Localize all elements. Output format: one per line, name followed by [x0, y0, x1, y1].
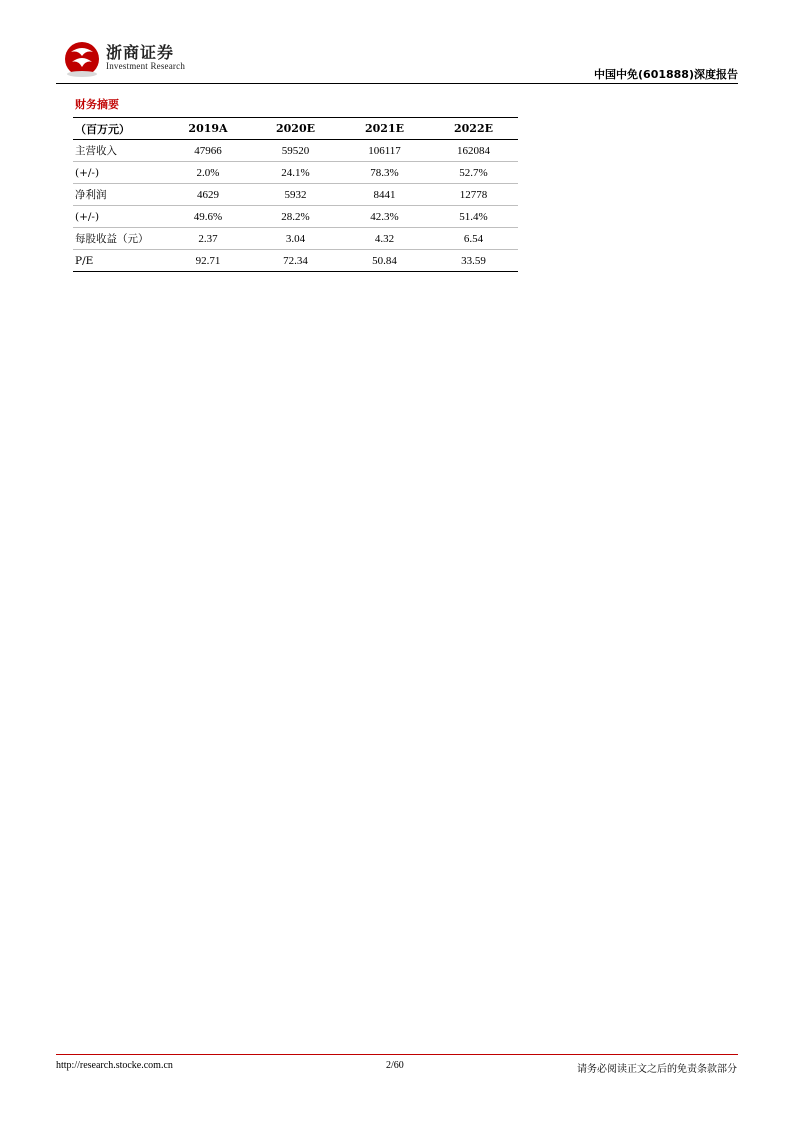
column-header-unit: （百万元） [73, 118, 165, 140]
table-cell: 28.2% [251, 206, 340, 228]
row-label: 净利润 [73, 184, 165, 206]
section-title: 财务摘要 [75, 98, 119, 111]
table-cell: 8441 [340, 184, 429, 206]
column-header-2020e: 2020E [251, 118, 340, 140]
row-label: 主营收入 [73, 140, 165, 162]
footer-disclaimer: 请务必阅读正文之后的免责条款部分 [577, 1064, 737, 1075]
table-row [73, 228, 518, 250]
table-cell: 2.37 [165, 228, 251, 250]
table-cell: 162084 [429, 140, 518, 162]
table-cell: 92.71 [165, 250, 251, 272]
financial-summary-table [73, 117, 518, 272]
footer-divider [56, 1054, 738, 1055]
row-label: 每股收益（元） [73, 228, 165, 250]
row-label: (+/-) [73, 206, 165, 228]
table-cell: 5932 [251, 184, 340, 206]
table-row [73, 206, 518, 228]
table-cell: 3.04 [251, 228, 340, 250]
page-header [56, 34, 738, 84]
table-cell: 52.7% [429, 162, 518, 184]
table-cell: 24.1% [251, 162, 340, 184]
footer-url-link[interactable]: http://research.stocke.com.cn [56, 1060, 173, 1071]
column-header-2019a: 2019A [165, 118, 251, 140]
table-cell: 49.6% [165, 206, 251, 228]
brand-name-en: Investment Research [106, 61, 186, 71]
brand-name-cn: 浙商证券 [106, 43, 175, 62]
table-cell: 72.34 [251, 250, 340, 272]
table-cell: 4629 [165, 184, 251, 206]
table-cell: 47966 [165, 140, 251, 162]
column-header-2021e: 2021E [340, 118, 429, 140]
table-cell: 51.4% [429, 206, 518, 228]
table-cell: 6.54 [429, 228, 518, 250]
column-header-2022e: 2022E [429, 118, 518, 140]
header-divider [56, 83, 738, 84]
table-row [73, 162, 518, 184]
table-cell: 50.84 [340, 250, 429, 272]
page-number: 2/60 [386, 1060, 404, 1071]
stocke-logo-icon [62, 38, 102, 78]
table-cell: 106117 [340, 140, 429, 162]
table-cell: 78.3% [340, 162, 429, 184]
table-cell: 2.0% [165, 162, 251, 184]
row-label: P/E [73, 250, 165, 272]
table-cell: 12778 [429, 184, 518, 206]
row-label: (+/-) [73, 162, 165, 184]
table-row [73, 250, 518, 272]
table-header-row [73, 118, 518, 140]
table-cell: 33.59 [429, 250, 518, 272]
table-cell: 42.3% [340, 206, 429, 228]
table-cell: 4.32 [340, 228, 429, 250]
table-cell: 59520 [251, 140, 340, 162]
table-row [73, 140, 518, 162]
table-row [73, 184, 518, 206]
report-title: 中国中免(601888)深度报告 [594, 68, 738, 81]
